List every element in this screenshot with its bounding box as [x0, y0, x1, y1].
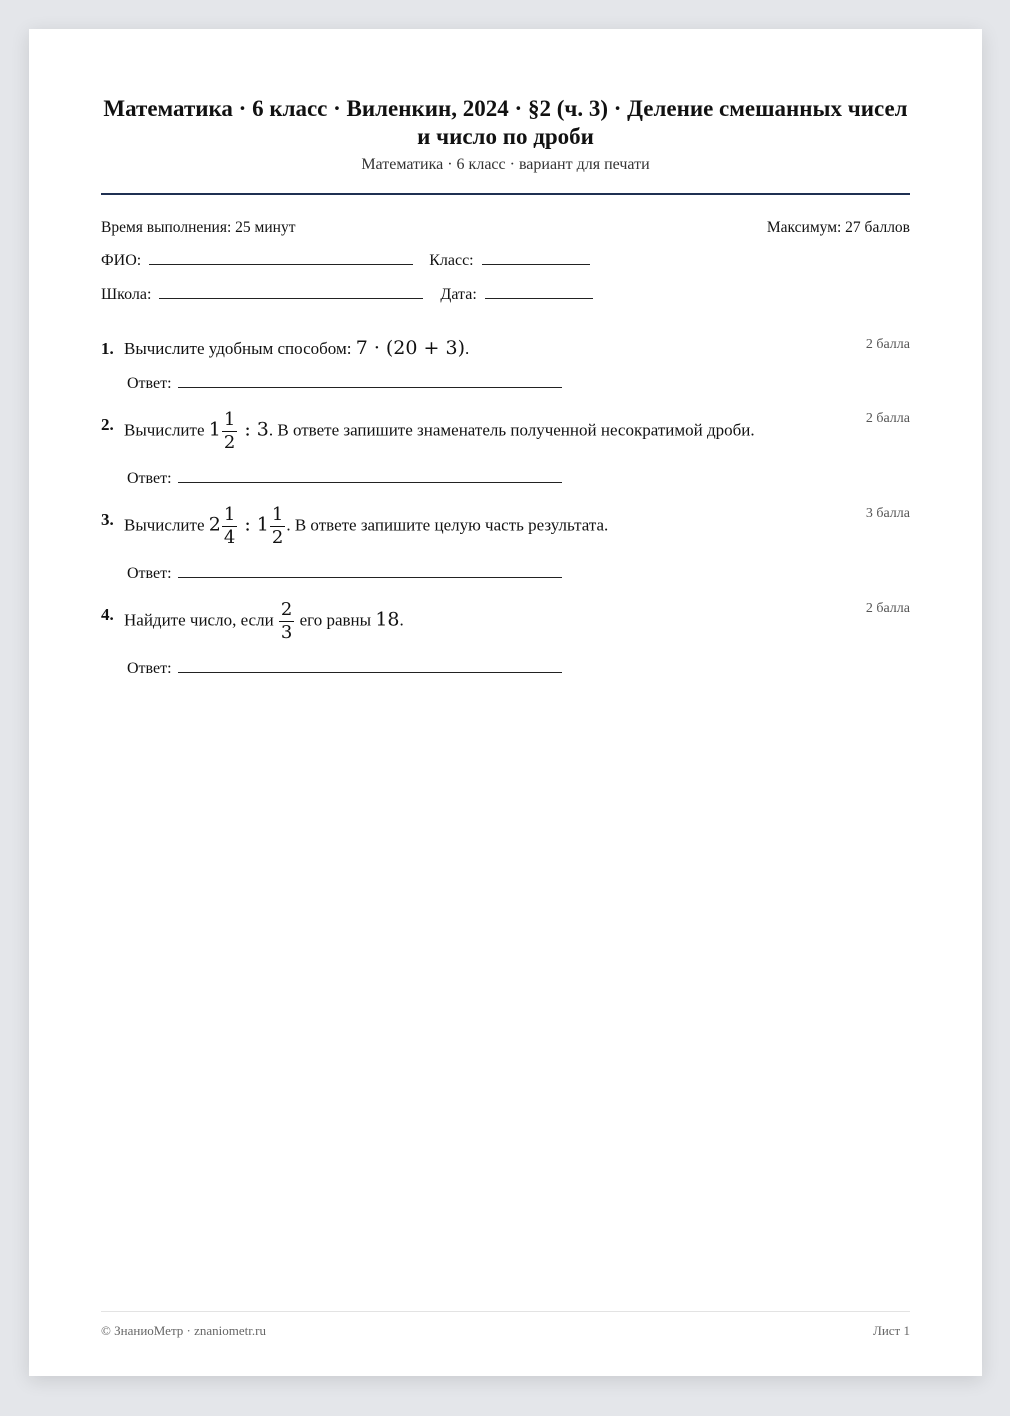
- fio-input-line[interactable]: [149, 263, 413, 265]
- answer-label: Ответ:: [127, 375, 172, 392]
- question-text: [124, 599, 404, 644]
- answer-input-line[interactable]: [178, 386, 562, 388]
- school-input-line[interactable]: [159, 297, 423, 299]
- fraction: [279, 599, 294, 644]
- question-text: [124, 337, 469, 359]
- fio-class-row: [101, 252, 590, 270]
- fraction-numerator: 1: [223, 409, 236, 430]
- fraction-denominator: 4: [223, 527, 236, 548]
- school-date-row: [101, 286, 593, 304]
- fraction-numerator: 2: [280, 599, 293, 620]
- answer-row: [127, 470, 562, 488]
- question-number: 1.: [101, 339, 114, 358]
- fraction: [222, 409, 237, 454]
- answer-row: [127, 565, 562, 583]
- answer-row: [127, 375, 562, 393]
- mixed-whole: 1: [208, 418, 221, 441]
- question-number: 2.: [101, 415, 114, 434]
- mixed-whole: 2: [208, 513, 221, 536]
- question-text-part: . В ответе запишите знаменатель полученной несократимой дроби.: [268, 420, 755, 440]
- fraction-denominator: 3: [280, 622, 293, 643]
- question-text-part: Найдите число, если: [124, 610, 278, 630]
- worksheet-page: [29, 29, 982, 1376]
- max-score: Максимум: 27 баллов: [766, 219, 910, 236]
- question-number: 4.: [101, 605, 114, 624]
- date-input-line[interactable]: [485, 297, 593, 299]
- division-sign: :: [238, 513, 257, 536]
- answer-input-line[interactable]: [178, 576, 562, 578]
- question-text-part: .: [464, 339, 470, 358]
- question-points: 2 балла: [865, 337, 910, 352]
- answer-input-line[interactable]: [178, 481, 562, 483]
- fraction: [222, 504, 237, 549]
- class-label: Класс:: [429, 252, 474, 269]
- question-text-part: Вычислите удобным способом:: [124, 339, 356, 358]
- math-expression: : 3: [238, 418, 269, 441]
- page-subtitle: Математика · 6 класс · вариант для печати: [361, 156, 650, 173]
- math-value: 18: [375, 608, 400, 631]
- mixed-whole: 1: [256, 513, 269, 536]
- question-points: 2 балла: [865, 411, 910, 426]
- answer-label: Ответ:: [127, 565, 172, 582]
- time-limit: Время выполнения: 25 минут: [101, 219, 296, 236]
- question-2: [101, 409, 910, 489]
- fraction-numerator: 1: [223, 504, 236, 525]
- question-text-part: Вычислите: [124, 515, 209, 535]
- question-text-part: его равны: [295, 610, 376, 630]
- question-number: 3.: [101, 510, 114, 529]
- math-expression: 7 · (20 + 3): [355, 337, 465, 359]
- question-text: [124, 409, 755, 454]
- answer-label: Ответ:: [127, 660, 172, 677]
- answer-label: Ответ:: [127, 470, 172, 487]
- question-points: 3 балла: [865, 506, 910, 521]
- fraction-numerator: 1: [271, 504, 284, 525]
- school-label: Школа:: [101, 286, 152, 303]
- fio-label: ФИО:: [101, 252, 142, 269]
- question-4: [101, 599, 910, 679]
- footer-divider: [101, 1311, 910, 1312]
- footer-page-number: Лист 1: [873, 1323, 910, 1338]
- answer-input-line[interactable]: [178, 671, 562, 673]
- question-text-part: Вычислите: [124, 420, 209, 440]
- question-text: [124, 504, 608, 549]
- fraction: [270, 504, 285, 549]
- question-1: [101, 335, 910, 395]
- class-input-line[interactable]: [482, 263, 590, 265]
- answer-row: [127, 660, 562, 678]
- question-points: 2 балла: [865, 601, 910, 616]
- date-label: Дата:: [440, 286, 477, 303]
- question-text-part: . В ответе запишите целую часть результата.: [286, 515, 609, 535]
- fraction-denominator: 2: [223, 432, 236, 453]
- question-text-part: .: [399, 610, 404, 630]
- footer-copyright: © ЗнаниоМетр · znaniometr.ru: [101, 1323, 266, 1338]
- fraction-denominator: 2: [271, 527, 284, 548]
- header-divider: [101, 193, 910, 195]
- page-title: Математика · 6 класс · Виленкин, 2024 · §2 (ч. 3) · Деление смешанных чисел и число по дроби: [103, 96, 908, 149]
- question-3: [101, 504, 910, 584]
